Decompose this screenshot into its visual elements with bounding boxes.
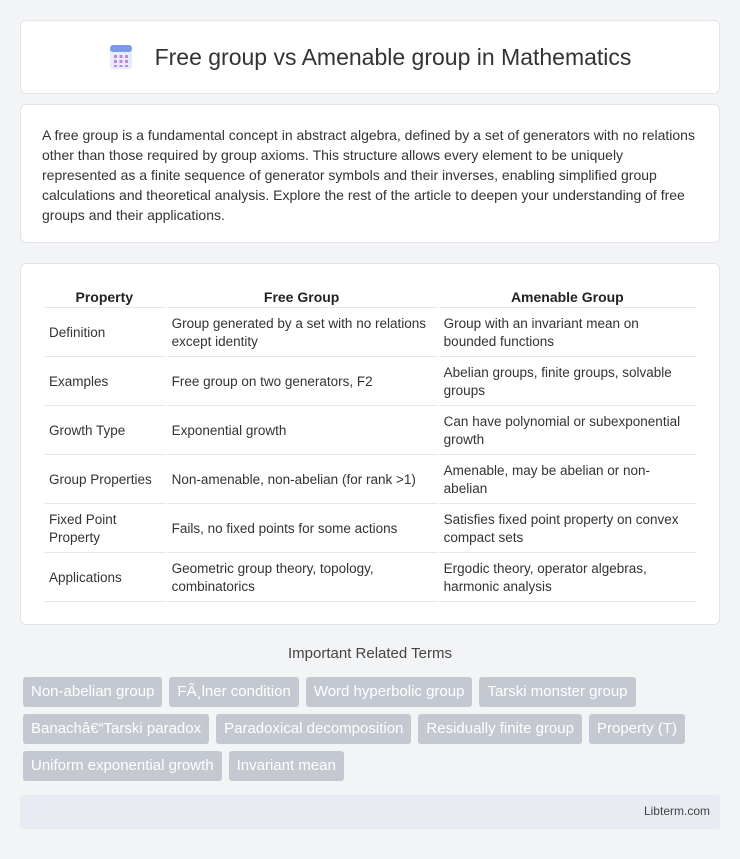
table-cell: Can have polynomial or subexponential growth bbox=[439, 408, 696, 455]
table-row bbox=[44, 457, 696, 504]
table-cell: Fails, no fixed points for some actions bbox=[167, 506, 437, 553]
page-title: Free group vs Amenable group in Mathematics bbox=[154, 43, 632, 70]
related-term-tag[interactable]: Word hyperbolic group bbox=[306, 677, 473, 707]
intro-card bbox=[20, 104, 720, 243]
related-term-tag[interactable]: FÃ¸lner condition bbox=[169, 677, 298, 707]
table-row bbox=[44, 408, 696, 455]
related-term-tag[interactable]: Banachâ€“Tarski paradox bbox=[23, 714, 209, 744]
table-row bbox=[44, 506, 696, 553]
site-link[interactable]: Libterm.com bbox=[643, 804, 710, 818]
related-term-tag[interactable]: Paradoxical decomposition bbox=[216, 714, 411, 744]
table-cell: Applications bbox=[44, 555, 165, 602]
table-cell: Exponential growth bbox=[167, 408, 437, 455]
table-cell: Fixed Point Property bbox=[44, 506, 165, 553]
table-cell: Growth Type bbox=[44, 408, 165, 455]
table-row bbox=[44, 555, 696, 602]
table-cell: Geometric group theory, topology, combinatorics bbox=[167, 555, 437, 602]
column-header: Property bbox=[44, 286, 165, 308]
table-cell: Group Properties bbox=[44, 457, 165, 504]
title-card bbox=[20, 20, 720, 94]
column-header: Amenable Group bbox=[439, 286, 696, 308]
table-cell: Amenable, may be abelian or non-abelian bbox=[439, 457, 696, 504]
related-term-tag[interactable]: Residually finite group bbox=[418, 714, 582, 744]
column-header: Free Group bbox=[167, 286, 437, 308]
comparison-card bbox=[20, 263, 720, 625]
table-header-row bbox=[44, 286, 696, 308]
related-terms-heading: Important Related Terms bbox=[288, 645, 452, 662]
related-term-tag[interactable]: Non-abelian group bbox=[23, 677, 162, 707]
table-row bbox=[44, 310, 696, 357]
table-cell: Definition bbox=[44, 310, 165, 357]
related-terms-list bbox=[23, 677, 723, 781]
table-cell: Group generated by a set with no relations except identity bbox=[167, 310, 437, 357]
calculator-icon bbox=[109, 44, 133, 70]
table-cell: Non-amenable, non-abelian (for rank >1) bbox=[167, 457, 437, 504]
footer-bar bbox=[20, 795, 720, 829]
comparison-table bbox=[42, 284, 698, 604]
table-cell: Free group on two generators, F2 bbox=[167, 359, 437, 406]
table-cell: Examples bbox=[44, 359, 165, 406]
table-cell: Abelian groups, finite groups, solvable groups bbox=[439, 359, 696, 406]
table-cell: Ergodic theory, operator algebras, harmonic analysis bbox=[439, 555, 696, 602]
table-row bbox=[44, 359, 696, 406]
related-term-tag[interactable]: Tarski monster group bbox=[479, 677, 635, 707]
table-cell: Satisfies fixed point property on convex compact sets bbox=[439, 506, 696, 553]
table-cell: Group with an invariant mean on bounded functions bbox=[439, 310, 696, 357]
intro-paragraph: A free group is a fundamental concept in abstract algebra, defined by a set of generators with no relations other than those required by group axioms. This structure allows every element to be uniquely represented as a finite sequence of generator symbols and their inverses, enabling simplified group calculations and theoretical analysis. Explore the rest of the article to deepen your understanding of free groups and their applications. bbox=[42, 127, 695, 223]
related-term-tag[interactable]: Uniform exponential growth bbox=[23, 751, 222, 781]
related-term-tag[interactable]: Invariant mean bbox=[229, 751, 344, 781]
related-term-tag[interactable]: Property (T) bbox=[589, 714, 685, 744]
